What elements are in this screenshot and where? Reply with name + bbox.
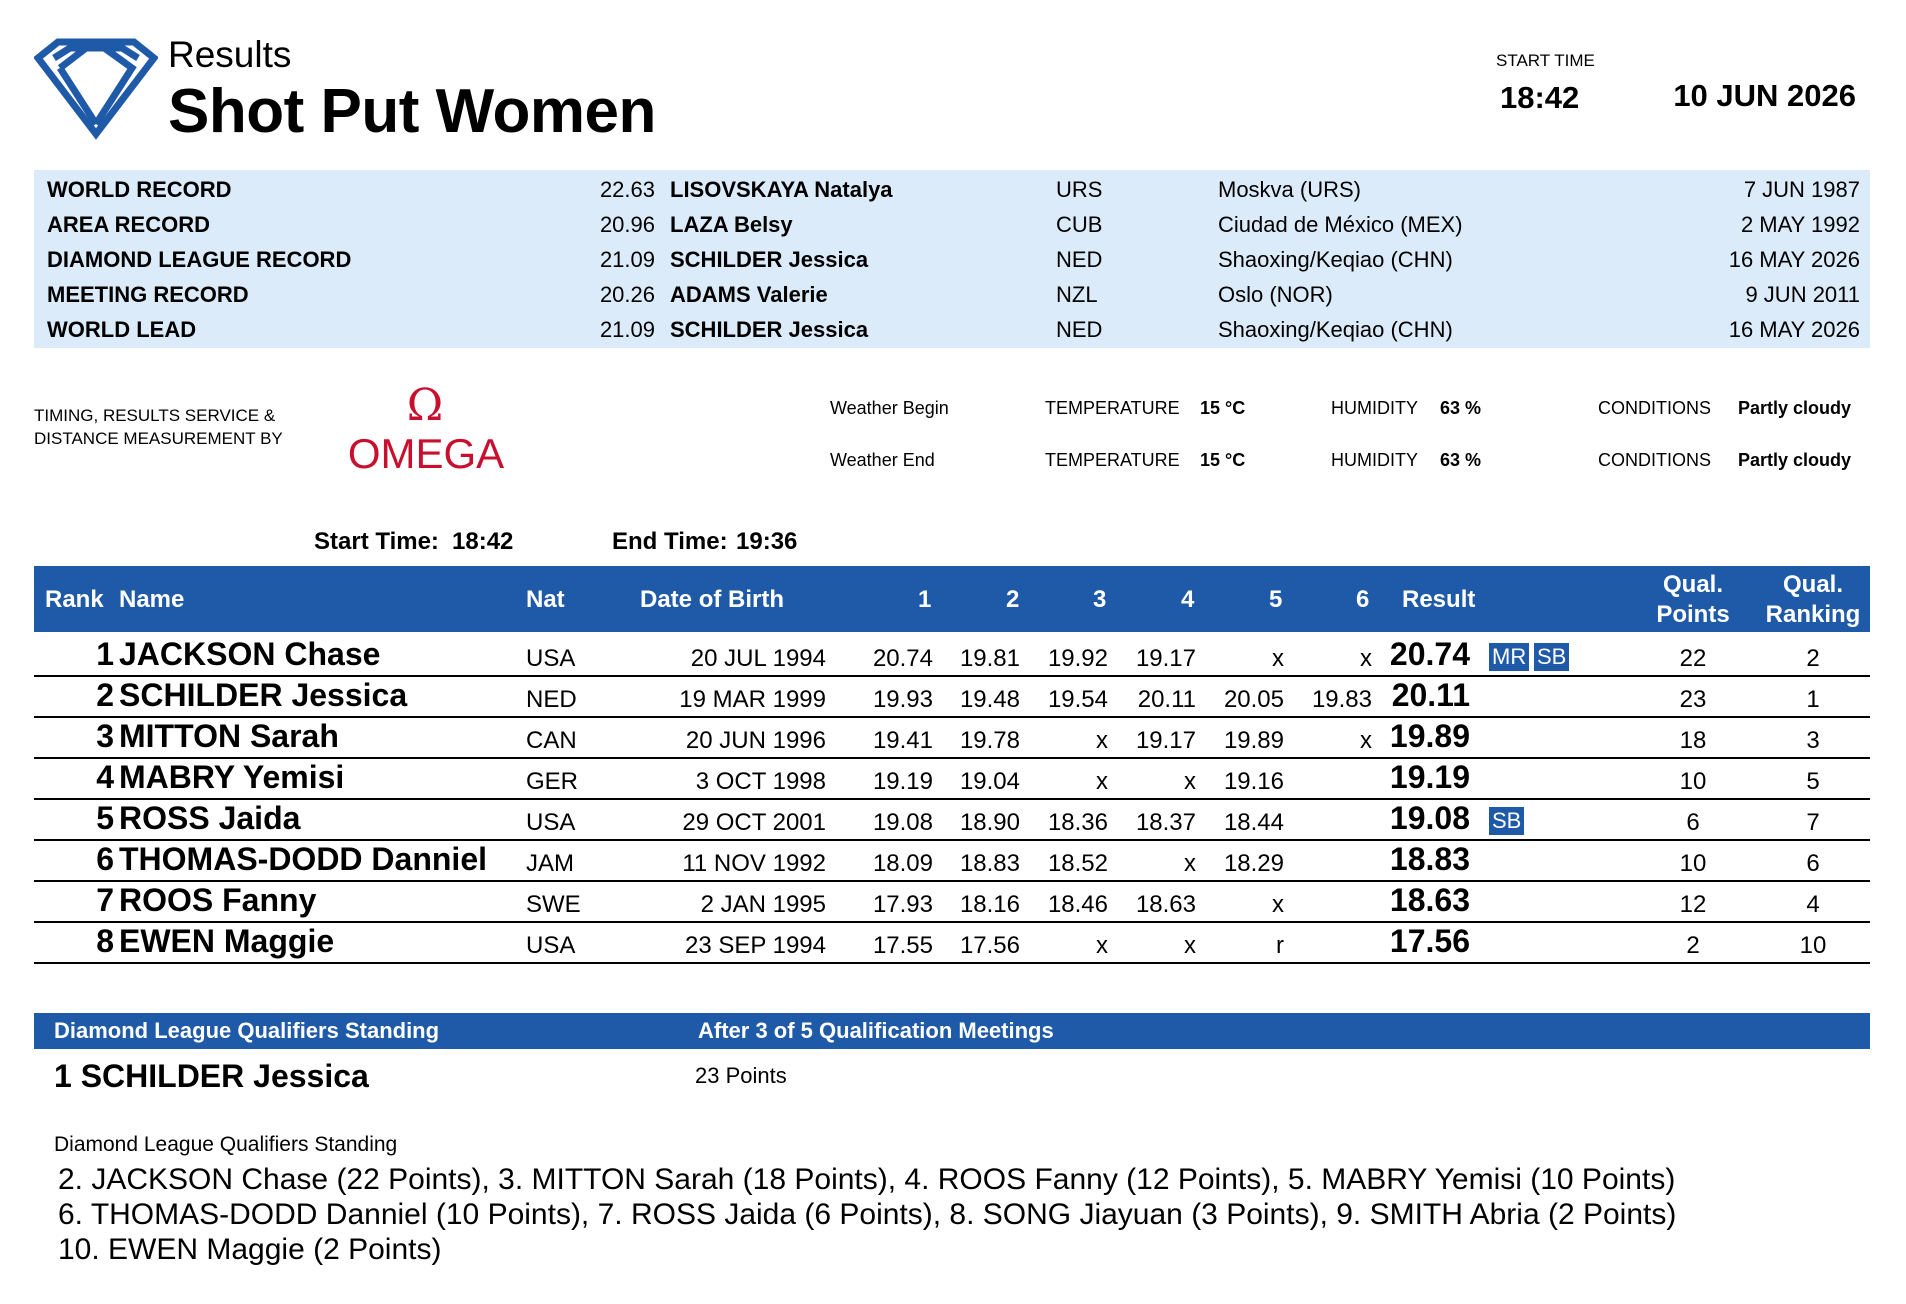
record-date: 16 MAY 2026	[1728, 247, 1860, 272]
result-cell: 19.19	[1389, 759, 1470, 795]
weather-begin-humidity: 63 %	[1440, 398, 1482, 418]
table-row	[34, 634, 1870, 677]
header-qual-points-line1: Qual.	[1662, 571, 1723, 598]
weather-begin-conditions-label: CONDITIONS	[1598, 398, 1712, 418]
header-nat: Nat	[526, 586, 565, 613]
result-cell: 19.89	[1389, 718, 1470, 754]
record-mark: 21.09	[599, 247, 655, 272]
event-date: 10 JUN 2026	[1673, 78, 1856, 113]
header-dob: Date of Birth	[640, 586, 784, 613]
attempt-2-cell: 19.81	[959, 645, 1020, 672]
date-of-birth-cell: 19 MAR 1999	[679, 686, 826, 713]
rank-cell: 1	[96, 636, 114, 672]
standing-line-1: 2. JACKSON Chase (22 Points), 3. MITTON Sarah (18 Points), 4. ROOS Fanny (12 Points), 5. MABRY Yemisi (10 Points)	[58, 1163, 1676, 1196]
attempt-4-cell: x	[1184, 768, 1196, 795]
attempt-3-cell: 18.46	[1047, 891, 1108, 918]
record-nat: URS	[1056, 177, 1103, 202]
attempt-1-cell: 19.41	[872, 727, 933, 754]
attempt-5-cell: 20.05	[1223, 686, 1284, 713]
attempt-3-cell: 18.36	[1047, 809, 1108, 836]
weather-begin-humidity-label: HUMIDITY	[1331, 398, 1418, 418]
standing-bar	[34, 1013, 1870, 1049]
attempt-6-cell: 19.83	[1311, 686, 1372, 713]
record-row	[34, 207, 1870, 242]
date-of-birth-cell: 20 JUL 1994	[690, 645, 826, 672]
attempt-2-cell: 19.04	[959, 768, 1020, 795]
attempt-2-cell: 19.48	[959, 686, 1020, 713]
record-label: WORLD LEAD	[47, 317, 197, 342]
athlete-name-cell: EWEN Maggie	[119, 923, 335, 959]
nationality-cell: SWE	[526, 891, 581, 918]
qual-ranking-cell: 4	[1806, 891, 1820, 918]
end-time-inline: 19:36	[736, 528, 798, 555]
record-row	[34, 277, 1870, 312]
svg-text:Ω: Ω	[406, 384, 444, 431]
rank-cell: 2	[96, 677, 114, 713]
standing-line-2: 6. THOMAS-DODD Danniel (10 Points), 7. ROSS Jaida (6 Points), 8. SONG Jiayuan (3 Points), 9. SMITH Abria (2 Points)	[58, 1198, 1677, 1231]
attempt-3-cell: 18.52	[1047, 850, 1108, 877]
record-badge-mr: MR	[1489, 643, 1529, 671]
attempt-6-cell: x	[1360, 727, 1372, 754]
attempt-3-cell: x	[1096, 727, 1108, 754]
attempt-5-cell: 18.44	[1223, 809, 1284, 836]
nationality-cell: JAM	[526, 850, 574, 877]
attempt-1-cell: 19.19	[872, 768, 933, 795]
record-mark: 22.63	[599, 177, 655, 202]
weather-begin-temperature: 15 °C	[1200, 398, 1246, 418]
rank-cell: 6	[96, 841, 114, 877]
athlete-name-cell: MABRY Yemisi	[119, 759, 345, 795]
attempt-2-cell: 18.83	[959, 850, 1020, 877]
record-venue: Shaoxing/Keqiao (CHN)	[1218, 247, 1453, 272]
attempt-3-cell: x	[1096, 932, 1108, 959]
page-subtitle: Results	[168, 34, 292, 75]
record-badge-sb: SB	[1534, 643, 1569, 671]
attempt-1-cell: 18.09	[872, 850, 933, 877]
athlete-name-cell: MITTON Sarah	[119, 718, 339, 754]
date-of-birth-cell: 23 SEP 1994	[684, 932, 826, 959]
nationality-cell: USA	[526, 645, 576, 672]
record-athlete: ADAMS Valerie	[670, 282, 828, 307]
record-row	[34, 242, 1870, 277]
attempt-2-cell: 19.78	[959, 727, 1020, 754]
attempt-5-cell: 19.89	[1223, 727, 1284, 754]
result-cell: 20.11	[1391, 677, 1470, 713]
record-venue: Moskva (URS)	[1218, 177, 1362, 202]
record-venue: Oslo (NOR)	[1218, 282, 1333, 307]
table-row	[34, 839, 1870, 882]
header-attempt-1: 1	[918, 586, 932, 613]
attempt-4-cell: 20.11	[1137, 686, 1196, 713]
attempt-3-cell: x	[1096, 768, 1108, 795]
standing-list-label: Diamond League Qualifiers Standing	[54, 1133, 398, 1156]
qual-ranking-cell: 6	[1806, 850, 1820, 877]
qual-ranking-cell: 10	[1799, 932, 1827, 959]
qual-points-cell: 6	[1686, 809, 1700, 836]
date-of-birth-cell: 20 JUN 1996	[685, 727, 826, 754]
record-label: DIAMOND LEAGUE RECORD	[47, 247, 352, 272]
qual-points-cell: 10	[1679, 768, 1707, 795]
nationality-cell: USA	[526, 932, 576, 959]
header-name: Name	[119, 586, 185, 613]
rank-cell: 7	[96, 882, 114, 918]
attempt-1-cell: 17.93	[872, 891, 933, 918]
date-of-birth-cell: 11 NOV 1992	[682, 850, 826, 877]
table-row	[34, 675, 1870, 718]
omega-brand-text: OMEGA	[347, 430, 505, 474]
result-cell: 18.63	[1389, 882, 1470, 918]
athlete-name-cell: SCHILDER Jessica	[119, 677, 408, 713]
end-time-inline-label: End Time:	[612, 528, 728, 555]
record-mark: 21.09	[599, 317, 655, 342]
record-mark: 20.96	[599, 212, 655, 237]
standing-leader: 1 SCHILDER Jessica	[54, 1058, 369, 1094]
header-attempt-4: 4	[1181, 586, 1195, 613]
page-title: Shot Put Women	[168, 77, 656, 146]
attempt-1-cell: 19.08	[872, 809, 933, 836]
attempt-5-cell: x	[1272, 645, 1284, 672]
record-athlete: LISOVSKAYA Natalya	[670, 177, 893, 202]
start-time-label: START TIME	[1496, 51, 1595, 70]
attempt-2-cell: 18.90	[959, 809, 1020, 836]
weather-end-temperature: 15 °C	[1200, 450, 1246, 470]
attempt-2-cell: 18.16	[959, 891, 1020, 918]
header-attempt-6: 6	[1356, 586, 1370, 613]
record-athlete: SCHILDER Jessica	[670, 317, 869, 342]
record-nat: NED	[1056, 317, 1103, 342]
record-venue: Shaoxing/Keqiao (CHN)	[1218, 317, 1453, 342]
qual-points-cell: 2	[1686, 932, 1700, 959]
weather-end-conditions-label: CONDITIONS	[1598, 450, 1712, 470]
attempt-4-cell: 18.63	[1135, 891, 1196, 918]
weather-end-temperature-label: TEMPERATURE	[1045, 450, 1180, 470]
rank-cell: 8	[96, 923, 114, 959]
start-time-value: 18:42	[1500, 80, 1580, 115]
nationality-cell: USA	[526, 809, 576, 836]
attempt-5-cell: r	[1276, 932, 1284, 959]
record-date: 9 JUN 2011	[1745, 282, 1860, 307]
record-date: 7 JUN 1987	[1743, 177, 1860, 202]
weather-end-conditions: Partly cloudy	[1738, 450, 1852, 470]
record-athlete: LAZA Belsy	[670, 212, 793, 237]
weather-begin-temperature-label: TEMPERATURE	[1045, 398, 1180, 418]
result-cell: 18.83	[1389, 841, 1470, 877]
nationality-cell: NED	[526, 686, 577, 713]
attempt-6-cell: x	[1360, 645, 1372, 672]
record-label: AREA RECORD	[47, 212, 210, 237]
header-qual-ranking-line2: Ranking	[1765, 601, 1861, 628]
records-panel	[34, 170, 1870, 348]
start-time-inline: 18:42	[452, 528, 514, 555]
qual-points-cell: 12	[1679, 891, 1707, 918]
record-venue: Ciudad de México (MEX)	[1218, 212, 1463, 237]
attempt-5-cell: x	[1272, 891, 1284, 918]
attempt-4-cell: x	[1184, 932, 1196, 959]
attempt-5-cell: 19.16	[1223, 768, 1284, 795]
record-date: 2 MAY 1992	[1740, 212, 1860, 237]
record-date: 16 MAY 2026	[1728, 317, 1860, 342]
attempt-1-cell: 20.74	[872, 645, 933, 672]
attempt-4-cell: 19.17	[1135, 645, 1196, 672]
header-attempt-3: 3	[1093, 586, 1107, 613]
record-mark: 20.26	[599, 282, 655, 307]
standing-bar-title: Diamond League Qualifiers Standing	[54, 1018, 440, 1043]
results-table-header	[34, 566, 1870, 632]
athlete-name-cell: THOMAS-DODD Danniel	[119, 841, 487, 877]
record-athlete: SCHILDER Jessica	[670, 247, 869, 272]
qual-ranking-cell: 7	[1806, 809, 1820, 836]
weather-end-humidity-label: HUMIDITY	[1331, 450, 1418, 470]
qual-points-cell: 10	[1679, 850, 1707, 877]
qual-ranking-cell: 1	[1806, 686, 1820, 713]
rank-cell: 5	[96, 800, 114, 836]
rank-cell: 3	[96, 718, 114, 754]
header-attempt-5: 5	[1269, 586, 1283, 613]
attempt-1-cell: 17.55	[872, 932, 933, 959]
rank-cell: 4	[96, 759, 114, 795]
header-result: Result	[1402, 586, 1476, 613]
omega-logo	[340, 384, 520, 474]
attempt-5-cell: 18.29	[1223, 850, 1284, 877]
weather-end-label: Weather End	[830, 450, 935, 470]
nationality-cell: GER	[526, 768, 579, 795]
header-attempt-2: 2	[1006, 586, 1020, 613]
qual-points-cell: 18	[1679, 727, 1707, 754]
date-of-birth-cell: 29 OCT 2001	[682, 809, 826, 836]
qual-ranking-cell: 5	[1806, 768, 1820, 795]
nationality-cell: CAN	[526, 727, 577, 754]
header-qual-points-line2: Points	[1656, 601, 1730, 628]
standing-line-3: 10. EWEN Maggie (2 Points)	[58, 1233, 442, 1266]
attempt-1-cell: 19.93	[872, 686, 933, 713]
timing-credit-line1: TIMING, RESULTS SERVICE &	[34, 406, 276, 425]
attempt-3-cell: 19.92	[1047, 645, 1108, 672]
qual-ranking-cell: 2	[1806, 645, 1820, 672]
attempt-2-cell: 17.56	[959, 932, 1020, 959]
weather-begin-label: Weather Begin	[830, 398, 949, 418]
date-of-birth-cell: 2 JAN 1995	[700, 891, 826, 918]
record-badge-sb: SB	[1489, 807, 1524, 835]
athlete-name-cell: JACKSON Chase	[119, 636, 381, 672]
attempt-4-cell: x	[1184, 850, 1196, 877]
record-row	[34, 312, 1870, 347]
result-cell: 20.74	[1389, 636, 1470, 672]
result-cell: 19.08	[1389, 800, 1470, 836]
diamond-league-logo-icon	[34, 38, 158, 140]
record-label: MEETING RECORD	[47, 282, 249, 307]
timing-credit	[34, 404, 283, 450]
table-row	[34, 921, 1870, 964]
record-nat: CUB	[1056, 212, 1103, 237]
header-qual-ranking-line1: Qual.	[1782, 571, 1843, 598]
record-row	[34, 172, 1870, 207]
weather-begin-conditions: Partly cloudy	[1738, 398, 1852, 418]
timing-credit-line2: DISTANCE MEASUREMENT BY	[34, 429, 283, 448]
table-row	[34, 880, 1870, 923]
qual-ranking-cell: 3	[1806, 727, 1820, 754]
table-row	[34, 716, 1870, 759]
date-of-birth-cell: 3 OCT 1998	[695, 768, 826, 795]
athlete-name-cell: ROSS Jaida	[119, 800, 301, 836]
standing-leader-points: 23 Points	[695, 1063, 787, 1088]
attempt-4-cell: 19.17	[1135, 727, 1196, 754]
qual-points-cell: 23	[1679, 686, 1707, 713]
result-cell: 17.56	[1389, 923, 1470, 959]
record-nat: NED	[1056, 247, 1103, 272]
record-label: WORLD RECORD	[47, 177, 232, 202]
weather-end-humidity: 63 %	[1440, 450, 1482, 470]
start-time-inline-label: Start Time:	[314, 528, 439, 555]
record-nat: NZL	[1056, 282, 1098, 307]
header-rank: Rank	[45, 586, 104, 613]
qual-points-cell: 22	[1679, 645, 1707, 672]
attempt-3-cell: 19.54	[1047, 686, 1108, 713]
table-row	[34, 798, 1870, 841]
standing-bar-meetings: After 3 of 5 Qualification Meetings	[698, 1018, 1054, 1043]
table-row	[34, 757, 1870, 800]
athlete-name-cell: ROOS Fanny	[119, 882, 317, 918]
attempt-4-cell: 18.37	[1135, 809, 1196, 836]
